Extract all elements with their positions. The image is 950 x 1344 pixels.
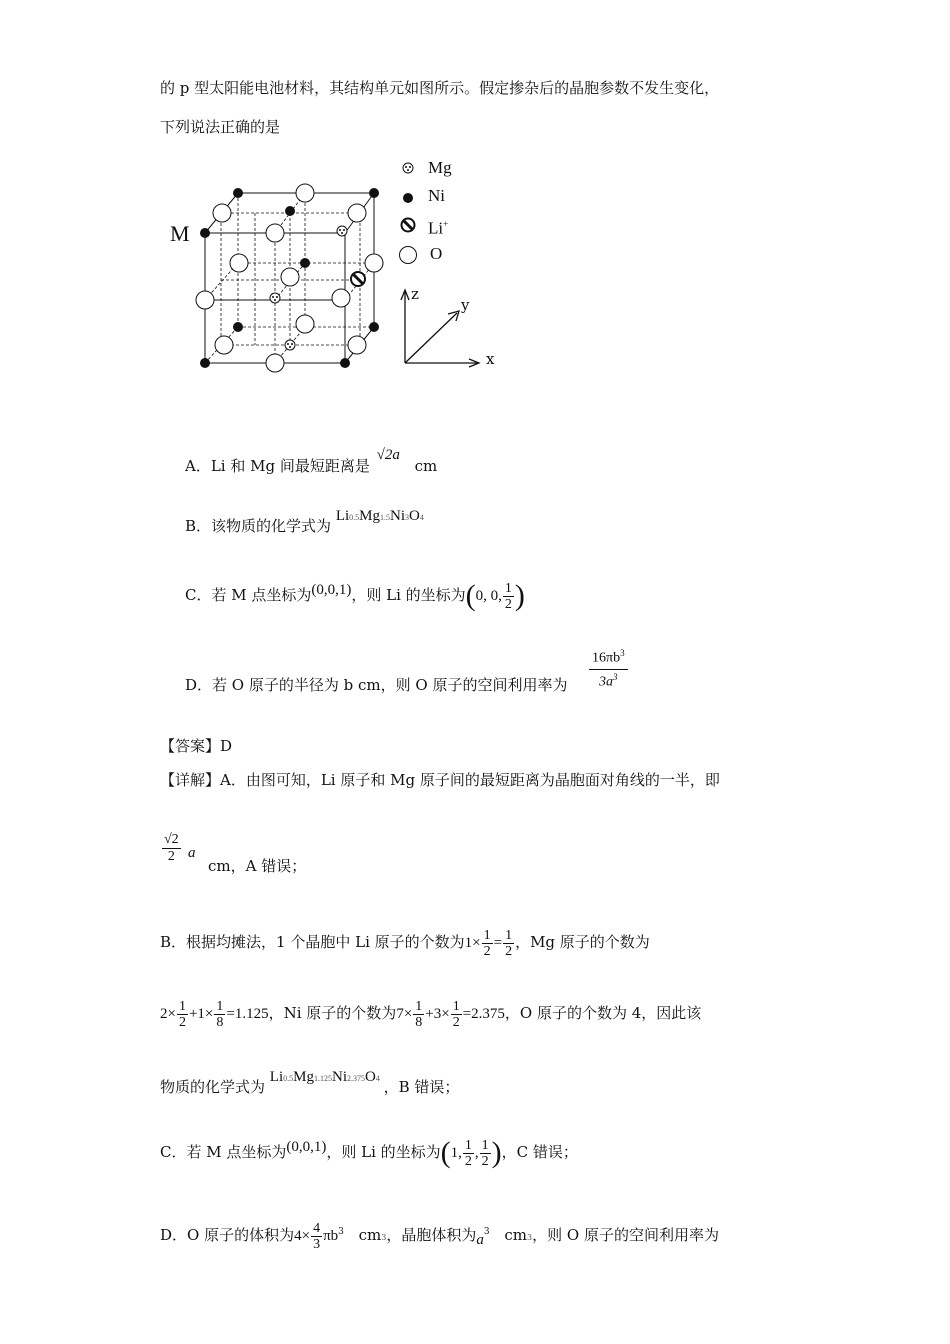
frac-num: 1: [483, 927, 491, 943]
bracket-close: ): [514, 579, 525, 612]
legend-li-text: Li: [428, 218, 444, 238]
option-b: [185, 508, 424, 539]
b-prefix: B．根据均摊法，1 个晶胞中 Li 原子的个数为: [160, 933, 465, 951]
frac-den: 2: [452, 1014, 460, 1030]
mg-atom: [285, 340, 295, 350]
axis-y-label: y: [461, 296, 470, 314]
b-ni-frac-2: [451, 999, 462, 1030]
frac-num: 4: [313, 1220, 321, 1236]
formula-li: Li: [335, 508, 350, 524]
b-o-text: ，O 原子的个数为 4，因此该: [504, 1004, 702, 1022]
option-c-text: C．若 M 点坐标为: [185, 586, 312, 604]
formula-ni: Ni: [331, 1069, 347, 1085]
option-d-frac: [589, 648, 628, 690]
formula-ni-sub: 2.375: [346, 1074, 365, 1083]
formula-o-sub: 4: [375, 1074, 380, 1083]
legend: [400, 158, 490, 268]
b-formula: [270, 1069, 384, 1085]
axis-z-label: z: [411, 285, 419, 303]
frac-num: 1: [178, 998, 186, 1014]
formula-o: O: [364, 1069, 376, 1085]
c-mid: ，则 Li 的坐标为: [326, 1143, 441, 1161]
d-a3: a: [476, 1232, 484, 1248]
frac-num: [589, 648, 628, 670]
li-hatched-circle-icon: [399, 216, 417, 238]
axis-x-label: x: [486, 350, 495, 368]
frac-den: 8: [216, 1014, 224, 1030]
intro-line-2: 下列说法正确的是: [160, 118, 281, 136]
option-d-text: D．若 O 原子的半径为 b cm，则 O 原子的空间利用率为: [185, 676, 568, 694]
d-mid: ，晶胞体积为: [386, 1226, 477, 1244]
d-unit-2: cm: [504, 1226, 528, 1244]
explanation-d-line: [160, 1214, 719, 1250]
formula-mg: Mg: [359, 508, 380, 524]
option-a: [185, 447, 438, 477]
b-mg-res: =1.125: [226, 1006, 269, 1022]
explanation-b-line-2: [160, 996, 701, 1030]
formula-ni: Ni: [390, 508, 405, 524]
explanation-a-frac: [162, 832, 181, 865]
option-b-text: B．该物质的化学式为: [185, 517, 332, 535]
frac-den: [589, 670, 628, 691]
legend-li-sup: +: [443, 219, 449, 229]
explanation-a-var: a: [188, 845, 196, 861]
legend-li-label: [428, 214, 448, 239]
mg-atom: [270, 293, 280, 303]
formula-o-sub: 4: [419, 513, 424, 522]
frac-num: 1: [504, 580, 512, 596]
d-prefix: D．O 原子的体积为: [160, 1226, 295, 1244]
b-ni-res: =2.375: [462, 1006, 505, 1022]
frac-den: 3: [313, 1236, 321, 1252]
option-c: [185, 575, 525, 615]
frac-num: 1: [464, 1137, 472, 1153]
d-num-sup: 3: [620, 648, 625, 658]
o-open-circle-icon: [398, 245, 418, 269]
d-den: 3a: [599, 674, 614, 690]
formula-mg-sub: 1.5: [380, 513, 390, 522]
d-unit-1: cm: [358, 1226, 382, 1244]
formula-li: Li: [269, 1069, 284, 1085]
option-c-frac: [503, 581, 514, 612]
bracket-open: (: [465, 579, 476, 612]
frac-den: 2: [464, 1153, 472, 1169]
c-tail: ，C 错误；: [501, 1143, 578, 1161]
explanation-b-line-3: [160, 1069, 460, 1100]
option-a-math: √2a: [376, 447, 400, 463]
frac-num: 1: [505, 927, 513, 943]
legend-o-label: O: [430, 244, 443, 263]
m-point-label: M: [170, 221, 190, 246]
explanation-line-1: 【详解】A．由图可知，Li 原子和 Mg 原子间的最短距离为晶胞面对角线的一半，即: [160, 771, 720, 789]
b-mid: ，Mg 原子的个数为: [515, 933, 650, 951]
formula-mg: Mg: [293, 1069, 314, 1085]
d-a3-sup: 3: [483, 1227, 490, 1237]
frac-num: 1: [481, 1137, 489, 1153]
formula-li-sub: 0.5: [349, 513, 360, 522]
c-prefix: C．若 M 点坐标为: [160, 1143, 287, 1161]
option-b-formula: [336, 508, 424, 524]
legend-ni-label: Ni: [428, 186, 445, 205]
mg-dotted-circle-icon: [400, 160, 416, 180]
frac-num: 1: [452, 998, 460, 1014]
b-ni-prefix: ，Ni 原子的个数为: [268, 1004, 397, 1022]
c-frac-2: [480, 1138, 491, 1169]
d-unit-2-sub: 3: [527, 1233, 533, 1242]
b-mg-a: 2×: [160, 1006, 176, 1022]
frac-den: 2: [167, 849, 175, 864]
option-c-m-coord: (0,0,1): [311, 582, 352, 598]
ni-filled-circle-icon: [400, 190, 416, 210]
d-a: 4×: [294, 1228, 311, 1244]
d-sup: 3: [338, 1227, 344, 1237]
legend-mg-label: Mg: [428, 158, 452, 177]
frac-den: 2: [178, 1014, 186, 1030]
answer: 【答案】D: [160, 737, 233, 755]
frac-num: 1: [415, 998, 423, 1014]
option-c-li-coord: 0, 0,: [475, 588, 502, 604]
b-ni-b: +3×: [425, 1006, 450, 1022]
explanation-b-line-1: [160, 925, 650, 959]
formula-ni-sub: 3: [405, 513, 409, 522]
d-tail: ，则 O 原子的空间利用率为: [532, 1226, 719, 1244]
option-c-mid: ，则 Li 的坐标为: [351, 586, 466, 604]
bracket-open: (: [440, 1136, 451, 1169]
explanation-c-line: [160, 1132, 578, 1172]
b-ni-a: 7×: [396, 1006, 413, 1022]
option-a-unit: cm: [414, 457, 438, 475]
b-li-frac: [482, 928, 493, 959]
mg-atom: [337, 226, 347, 236]
c-frac-1: [463, 1138, 474, 1169]
b-mg-frac-2: [214, 999, 225, 1030]
frac-den: 2: [483, 943, 491, 959]
d-unit-1-sub: 3: [381, 1233, 387, 1242]
frac-den: 2: [505, 943, 513, 959]
b-tail: ，B 错误；: [383, 1078, 460, 1096]
frac-den: 2: [481, 1153, 489, 1169]
formula-o: O: [409, 508, 420, 524]
d-num: 16πb: [592, 650, 621, 666]
c-coord-comma: ,: [474, 1145, 479, 1161]
c-m: (0,0,1): [286, 1139, 327, 1155]
li-atom: [351, 272, 365, 286]
intro-line-1: 的 p 型太阳能电池材料，其结构单元如图所示。假定掺杂后的晶胞参数不发生变化，: [160, 79, 720, 97]
b-li-res-frac: [503, 928, 514, 959]
bracket-close: ): [491, 1136, 502, 1169]
b-li-expr: 1×: [464, 935, 481, 951]
frac-den: 2: [504, 596, 512, 612]
frac-num: √2: [164, 832, 179, 847]
explanation-a-tail: cm，A 错误；: [208, 857, 307, 875]
d-pi: πb: [323, 1228, 339, 1244]
d-frac: [311, 1221, 322, 1252]
frac-num: 1: [216, 998, 224, 1014]
b-mg-b: +1×: [188, 1006, 214, 1022]
b-mg-frac-1: [177, 999, 188, 1030]
b-li-eq: =: [493, 935, 503, 951]
b-ni-frac-1: [413, 999, 424, 1030]
option-a-text: A．Li 和 Mg 间最短距离是: [185, 457, 370, 475]
formula-mg-sub: 1.125: [313, 1074, 332, 1083]
formula-li-sub: 0.5: [283, 1074, 294, 1083]
option-d: [185, 675, 567, 695]
b-formula-prefix: 物质的化学式为: [160, 1078, 266, 1096]
frac-den: 8: [415, 1014, 423, 1030]
c-coord-a: 1,: [450, 1145, 462, 1161]
d-den-sup: 3: [613, 671, 618, 682]
